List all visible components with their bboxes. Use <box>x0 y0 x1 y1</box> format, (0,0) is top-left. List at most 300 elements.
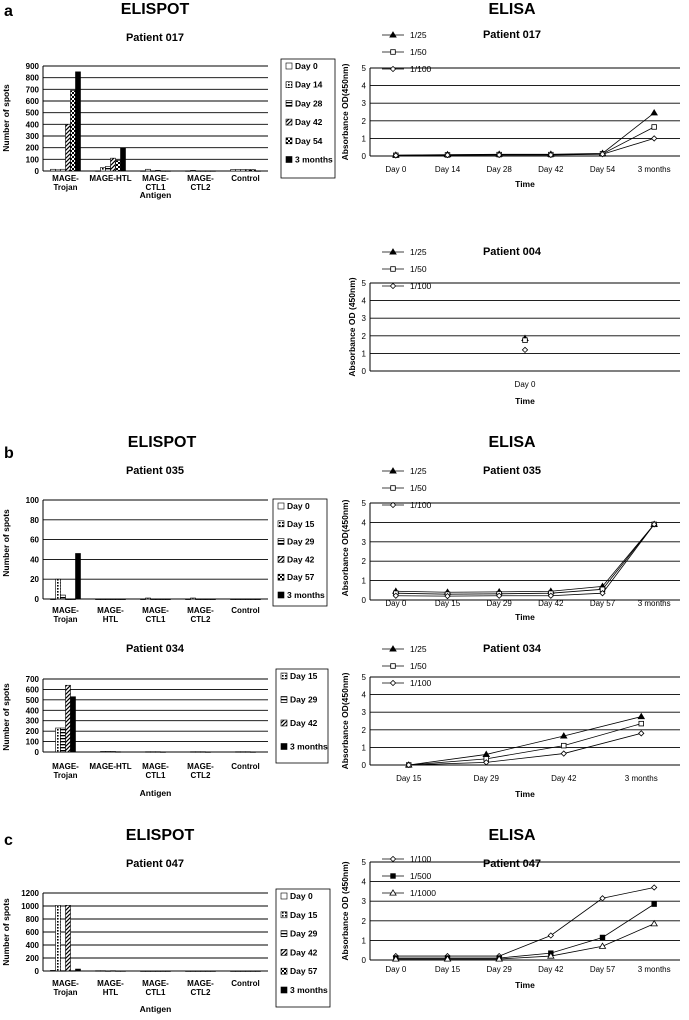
bar-day-42 <box>66 905 71 971</box>
category-label: Day 42 <box>551 774 577 783</box>
bar-day-0 <box>96 971 101 972</box>
bar-day-0 <box>51 970 56 971</box>
bar-day-42 <box>66 599 71 600</box>
bar-day-42 <box>111 599 116 600</box>
y-tick-label: 0 <box>34 967 39 976</box>
y-tick-label: 1 <box>361 576 366 586</box>
category-label: MAGE-CTL1 <box>142 979 169 997</box>
legend-swatch <box>278 592 284 598</box>
legend-swatch <box>278 503 284 509</box>
legend-marker <box>391 267 396 272</box>
y-tick-label: 200 <box>25 143 39 153</box>
bar-day-15 <box>236 752 241 753</box>
legend-swatch <box>286 100 292 106</box>
y-tick-label: 5 <box>361 858 366 867</box>
y-tick-label: 3 <box>361 537 366 547</box>
bar-day-14 <box>191 170 196 171</box>
bar-day-42 <box>156 599 161 600</box>
bar-day-15 <box>56 728 61 752</box>
elisa-title-a: ELISA <box>488 1 536 18</box>
category-label: Control <box>231 979 260 988</box>
legend-marker <box>390 32 396 37</box>
bar-day-0 <box>231 170 236 171</box>
y-tick-label: 2 <box>361 557 366 567</box>
y-tick-label: 100 <box>25 496 39 505</box>
bar-day-29 <box>196 599 201 600</box>
series-1-25-line <box>396 113 654 155</box>
bar-3-months <box>121 148 126 171</box>
category-label: Day 0 <box>514 380 536 389</box>
legend-label: 1/500 <box>410 871 432 881</box>
legend-swatch <box>278 574 284 580</box>
category-label: MAGE-CTL2 <box>187 606 214 624</box>
y-axis-label: Number of spots <box>1 898 11 966</box>
bar-day-42 <box>111 971 116 972</box>
bar-day-15 <box>146 971 151 972</box>
series-1-500-line <box>396 904 654 958</box>
legend-label: Day 54 <box>295 135 323 146</box>
bar-day-0 <box>141 171 146 172</box>
y-tick-label: 200 <box>25 954 39 963</box>
y-tick-label: 2 <box>361 331 366 341</box>
series-1-1000-point <box>599 943 605 948</box>
x-axis-label: Time <box>515 179 535 189</box>
legend-label: Day 15 <box>290 909 318 920</box>
y-tick-label: 800 <box>25 915 39 924</box>
y-tick-label: 100 <box>25 155 39 165</box>
y-tick-label: 1 <box>361 743 366 753</box>
bar-3-months <box>256 599 261 600</box>
bar-day-29 <box>151 752 156 753</box>
y-tick-label: 1200 <box>21 889 39 898</box>
category-label: MAGE-Trojan <box>52 762 79 780</box>
legend-marker <box>391 874 396 879</box>
legend-label: Day 57 <box>290 966 318 977</box>
y-tick-label: 700 <box>25 675 39 684</box>
bar-day-29 <box>151 599 156 600</box>
bar-3-months <box>251 752 256 753</box>
y-tick-label: 1 <box>361 134 366 144</box>
bar-3-months <box>116 752 121 753</box>
legend-marker <box>390 856 395 861</box>
chart-title: Patient 035 <box>125 465 185 477</box>
series-1-100-point <box>639 731 644 736</box>
category-label: 3 months <box>624 774 658 783</box>
legend-label: 3 months <box>295 154 333 165</box>
y-tick-label: 900 <box>25 62 39 71</box>
category-label: Control <box>231 174 260 183</box>
category-label: MAGE-CTL1 <box>142 174 169 192</box>
bar-day-57 <box>206 599 211 600</box>
y-tick-label: 1000 <box>21 902 39 911</box>
bar-day-54 <box>251 170 256 171</box>
bar-day-15 <box>191 598 196 599</box>
bar-3-months <box>211 599 216 600</box>
bar-day-28 <box>61 169 66 171</box>
chart-b-elisa-035 <box>340 465 680 622</box>
bar-day-29 <box>196 752 201 753</box>
y-tick-label: 800 <box>25 73 39 83</box>
bar-day-15 <box>146 752 151 753</box>
category-label: Day 42 <box>538 165 564 174</box>
category-label: MAGE-CTL2 <box>187 979 214 997</box>
bar-day-57 <box>161 971 166 972</box>
legend-label: Day 29 <box>290 694 318 705</box>
y-axis-label: Absorbance OD(450nm) <box>340 499 350 597</box>
series-1-50-point <box>639 721 644 726</box>
bar-day-57 <box>251 599 256 600</box>
legend-swatch <box>281 931 287 937</box>
category-label: Day 0 <box>385 165 407 174</box>
bar-3-months <box>76 553 81 599</box>
elispot-title-a: ELISPOT <box>120 1 190 18</box>
series-1-500-point <box>600 935 605 940</box>
chart-title: Patient 035 <box>482 465 542 477</box>
bar-day-29 <box>106 751 111 752</box>
series-1-100-point <box>652 136 657 141</box>
bar-day-42 <box>246 170 251 171</box>
category-label: Day 15 <box>434 599 461 608</box>
bar-day-54 <box>116 161 121 172</box>
category-label: Day 54 <box>589 165 616 174</box>
bar-day-0 <box>231 599 236 600</box>
series-1-1000-point <box>651 921 657 926</box>
legend-swatch <box>281 697 287 703</box>
legend-label: 1/50 <box>410 483 427 493</box>
bar-day-0 <box>141 971 146 972</box>
series-1-50-point <box>523 338 528 343</box>
bar-day-14 <box>101 168 106 172</box>
y-tick-label: 2 <box>361 116 366 126</box>
chart-c-elisa-047 <box>340 854 680 990</box>
x-axis-label: Time <box>515 980 535 990</box>
category-label: MAGE-HTL <box>89 174 132 183</box>
y-tick-label: 3 <box>361 314 366 324</box>
legend-swatch <box>278 556 284 562</box>
legend-label: 1/100 <box>410 281 432 291</box>
chart-title: Patient 017 <box>125 32 185 44</box>
y-tick-label: 5 <box>361 64 366 73</box>
bar-day-15 <box>146 598 151 599</box>
category-label: Control <box>231 762 260 771</box>
legend-label: 1/25 <box>410 644 427 654</box>
bar-day-54 <box>206 171 211 172</box>
series-1-25-line <box>396 524 654 592</box>
legend-swatch <box>281 673 287 679</box>
legend-marker <box>390 66 395 71</box>
category-label: 3 months <box>637 165 671 174</box>
bar-day-0 <box>51 169 56 171</box>
bar-day-15 <box>191 971 196 972</box>
legend-label: Day 29 <box>290 928 318 939</box>
bar-day-29 <box>151 971 156 972</box>
series-1-500-point <box>652 902 657 907</box>
y-tick-label: 200 <box>25 727 39 737</box>
bar-day-29 <box>61 595 66 599</box>
chart-b-elisa-034 <box>340 643 680 799</box>
y-tick-label: 300 <box>25 132 39 141</box>
y-tick-label: 0 <box>361 367 366 376</box>
bar-day-0 <box>96 599 101 600</box>
y-tick-label: 0 <box>361 956 366 965</box>
bar-3-months <box>256 971 261 972</box>
legend-swatch <box>281 893 287 899</box>
y-axis-label: Number of spots <box>1 683 11 751</box>
category-label: MAGE-CTL1 <box>142 606 169 624</box>
chart-title: Patient 034 <box>482 643 542 655</box>
y-tick-label: 5 <box>361 499 366 508</box>
x-axis-label: Antigen <box>139 190 172 200</box>
bar-day-15 <box>101 971 106 972</box>
bar-day-29 <box>196 971 201 972</box>
legend-label: 1/50 <box>410 264 427 274</box>
legend-label: 1/25 <box>410 30 427 40</box>
legend-swatch <box>281 949 287 955</box>
bar-day-42 <box>201 752 206 753</box>
bar-day-0 <box>51 599 56 600</box>
chart-title: Patient 017 <box>482 29 542 41</box>
legend-swatch <box>278 539 284 545</box>
legend-marker <box>390 890 396 895</box>
y-tick-label: 600 <box>25 685 39 695</box>
bar-3-months <box>71 697 76 752</box>
legend-label: Day 57 <box>287 572 315 583</box>
category-label: MAGE-CTL2 <box>187 762 214 780</box>
y-tick-label: 100 <box>25 737 39 747</box>
category-label: Day 29 <box>486 599 512 608</box>
x-axis-label: Antigen <box>139 788 172 798</box>
y-tick-label: 4 <box>361 296 366 306</box>
category-label: MAGE-Trojan <box>52 979 79 997</box>
y-tick-label: 4 <box>361 518 366 528</box>
bar-day-42 <box>66 685 71 752</box>
legend-label: Day 0 <box>287 501 310 511</box>
y-tick-label: 20 <box>30 575 39 585</box>
y-axis-label: Absorbance OD (450nm) <box>340 861 350 961</box>
series-1-25-point <box>638 714 644 719</box>
y-tick-label: 1 <box>361 936 366 946</box>
bar-day-42 <box>111 158 116 171</box>
category-label: Day 29 <box>486 965 512 974</box>
category-label: 3 months <box>637 965 671 974</box>
bar-day-15 <box>236 971 241 972</box>
chart-a-elispot <box>1 32 335 200</box>
bar-day-54 <box>161 171 166 172</box>
bar-3-months <box>211 971 216 972</box>
bar-day-57 <box>71 599 76 600</box>
category-label: Day 0 <box>385 599 407 608</box>
panel-label-b: b <box>4 445 14 462</box>
y-tick-label: 3 <box>361 708 366 718</box>
bar-3-months <box>161 752 166 753</box>
bar-day-28 <box>151 171 156 172</box>
legend-label: Day 42 <box>290 718 318 728</box>
legend-marker <box>391 486 396 491</box>
y-tick-label: 500 <box>25 695 39 705</box>
category-label: Day 29 <box>473 774 499 783</box>
y-tick-label: 40 <box>30 555 39 565</box>
y-axis-label: Number of spots <box>1 84 11 152</box>
chart-a-elisa-004 <box>347 246 680 406</box>
legend-swatch <box>281 987 287 993</box>
y-tick-label: 5 <box>361 279 366 288</box>
bar-day-15 <box>101 751 106 752</box>
bar-day-42 <box>111 751 116 752</box>
legend-swatch <box>281 720 287 726</box>
bar-day-42 <box>66 124 71 171</box>
legend-marker <box>390 680 395 685</box>
category-label: MAGE-Trojan <box>52 174 79 192</box>
x-axis-label: Antigen <box>139 1004 172 1014</box>
bar-day-54 <box>71 91 76 172</box>
bar-3-months <box>76 969 81 971</box>
bar-day-0 <box>141 599 146 600</box>
legend-marker <box>390 646 396 651</box>
y-tick-label: 400 <box>25 120 39 130</box>
chart-c-elispot-047 <box>1 858 330 1014</box>
chart-b-elispot-034 <box>1 643 328 798</box>
y-tick-label: 0 <box>34 595 39 604</box>
x-axis-label: Time <box>515 612 535 622</box>
legend-label: 1/1000 <box>410 888 436 898</box>
legend-label: 3 months <box>290 741 328 752</box>
chart-title: Patient 034 <box>125 643 185 655</box>
legend-label: 3 months <box>290 985 328 995</box>
y-tick-label: 0 <box>34 748 39 757</box>
legend-swatch <box>281 968 287 974</box>
category-label: Day 57 <box>589 965 616 974</box>
bar-day-57 <box>251 971 256 972</box>
bar-day-57 <box>71 971 76 972</box>
legend-swatch <box>281 912 287 918</box>
bar-day-0 <box>96 171 101 172</box>
legend-swatch <box>286 119 292 125</box>
y-tick-label: 2 <box>361 916 366 926</box>
legend-label: Day 29 <box>287 536 315 547</box>
bar-day-15 <box>56 579 61 599</box>
bar-day-42 <box>246 971 251 972</box>
category-label: MAGE-CTL1 <box>142 762 169 780</box>
bar-day-42 <box>156 971 161 972</box>
bar-day-42 <box>201 171 206 172</box>
category-label: Day 0 <box>385 965 407 974</box>
legend-swatch <box>281 744 287 750</box>
chart-title: Patient 047 <box>125 858 185 870</box>
y-axis-label: Absorbance OD (450nm) <box>347 277 357 377</box>
y-tick-label: 0 <box>34 167 39 176</box>
y-axis-label: Absorbance OD(450nm) <box>340 672 350 770</box>
bar-day-14 <box>146 169 151 171</box>
legend-label: Day 14 <box>295 79 323 90</box>
panel-label-a: a <box>4 3 13 20</box>
chart-b-elispot-035 <box>1 465 327 624</box>
bar-day-15 <box>191 752 196 753</box>
chart-a-elisa-017 <box>340 29 680 189</box>
y-tick-label: 5 <box>361 673 366 682</box>
bar-3-months <box>166 971 171 972</box>
bar-day-29 <box>61 971 66 972</box>
bar-3-months <box>206 752 211 753</box>
legend-marker <box>391 664 396 669</box>
bar-day-57 <box>116 971 121 972</box>
bar-day-57 <box>206 971 211 972</box>
legend-label: Day 0 <box>290 891 313 901</box>
series-1-50-point <box>652 125 657 130</box>
series-1-100-point <box>522 347 527 352</box>
bar-day-29 <box>106 971 111 972</box>
y-tick-label: 4 <box>361 81 366 91</box>
bar-3-months <box>121 971 126 972</box>
y-tick-label: 400 <box>25 941 39 950</box>
legend-label: 1/25 <box>410 466 427 476</box>
bar-day-28 <box>241 170 246 171</box>
y-tick-label: 600 <box>25 97 39 106</box>
series-1-25-point <box>651 110 657 115</box>
chart-title: Patient 047 <box>482 858 542 870</box>
elispot-title-b: ELISPOT <box>127 434 197 451</box>
legend-marker <box>390 283 395 288</box>
legend-label: 1/50 <box>410 661 427 671</box>
elisa-title-c: ELISA <box>488 827 536 844</box>
series-1-50-point <box>561 743 566 748</box>
bar-day-42 <box>246 752 251 753</box>
bar-day-14 <box>236 170 241 171</box>
legend-label: Day 42 <box>295 117 323 128</box>
y-tick-label: 4 <box>361 690 366 700</box>
elisa-title-b: ELISA <box>488 434 536 451</box>
bar-day-29 <box>241 971 246 972</box>
legend-label: Day 42 <box>290 947 318 958</box>
bar-day-29 <box>241 599 246 600</box>
bar-day-15 <box>101 599 106 600</box>
bar-day-14 <box>56 170 61 171</box>
series-1-100-point <box>600 896 605 901</box>
legend-marker <box>390 249 396 254</box>
bar-day-0 <box>186 971 191 972</box>
category-label: Day 15 <box>396 774 422 783</box>
bar-day-0 <box>186 599 191 600</box>
panel-label-c: c <box>4 832 13 849</box>
category-label: MAGE-Trojan <box>52 606 79 624</box>
category-label: MAGE-CTL2 <box>187 174 214 192</box>
category-label: 3 months <box>637 599 671 608</box>
legend-swatch <box>286 82 292 88</box>
series-1-100-point <box>548 933 553 938</box>
category-label: Control <box>231 606 260 615</box>
category-label: Day 42 <box>538 965 564 974</box>
bar-day-42 <box>246 599 251 600</box>
legend-label: Day 15 <box>290 671 318 681</box>
y-tick-label: 0 <box>361 152 366 161</box>
category-label: Day 15 <box>434 965 461 974</box>
legend-label: 1/100 <box>410 64 432 74</box>
y-tick-label: 60 <box>30 535 39 545</box>
y-tick-label: 2 <box>361 725 366 735</box>
legend-swatch <box>278 521 284 527</box>
bar-day-42 <box>201 971 206 972</box>
bar-day-42 <box>156 170 161 171</box>
bar-3-months <box>76 72 81 171</box>
bar-3-months <box>211 171 216 172</box>
legend-label: Day 28 <box>295 98 323 109</box>
bar-day-0 <box>231 971 236 972</box>
legend-swatch <box>286 63 292 69</box>
series-1-100-point <box>561 751 566 756</box>
category-label: MAGE-HTL <box>89 762 132 771</box>
category-label: Day 42 <box>538 599 564 608</box>
y-tick-label: 0 <box>361 761 366 770</box>
legend-label: 1/100 <box>410 678 432 688</box>
